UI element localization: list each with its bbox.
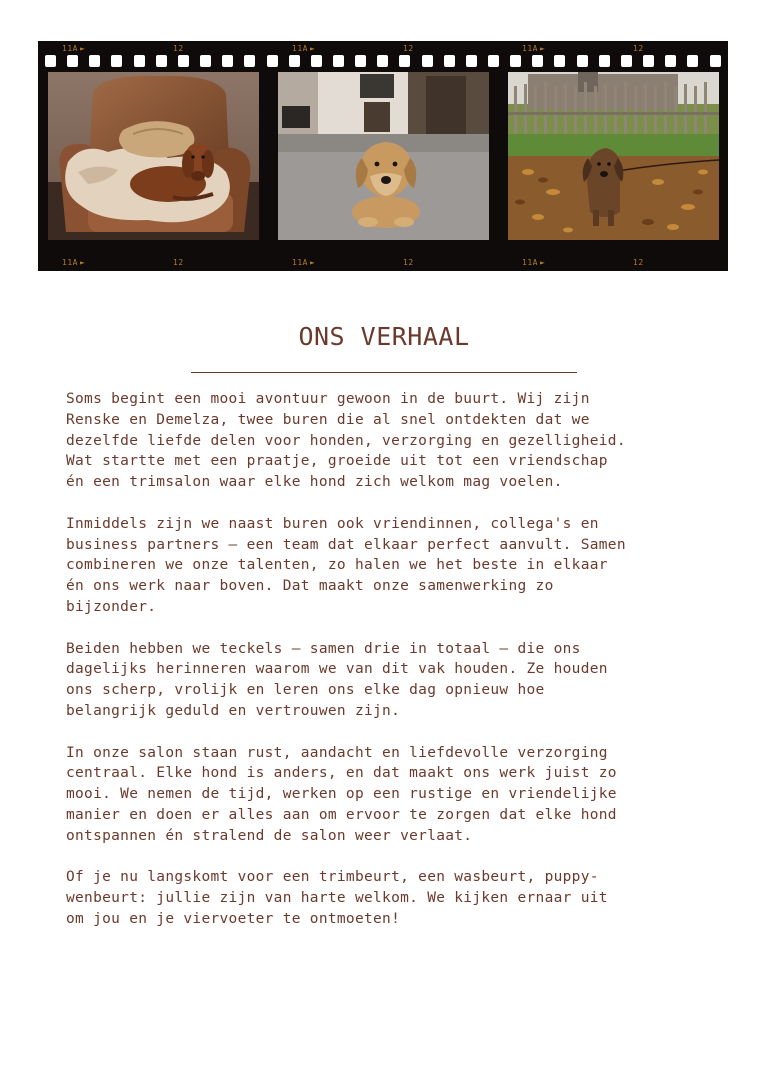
sprocket-hole	[134, 285, 145, 297]
frame-arrow-icon: ►	[80, 44, 86, 53]
sprocket-hole	[45, 285, 56, 297]
sprocket-hole	[665, 55, 676, 67]
sprocket-hole	[577, 285, 588, 297]
sprocket-hole	[134, 55, 145, 67]
frame-code: 11A	[522, 44, 538, 53]
sprocket-hole	[45, 55, 56, 67]
sprocket-hole	[510, 55, 521, 67]
sprocket-hole	[488, 55, 499, 67]
sprocket-hole	[621, 55, 632, 67]
sprocket-hole	[267, 285, 278, 297]
frame-arrow-icon: ►	[80, 258, 86, 267]
sprocket-hole	[289, 285, 300, 297]
story-paragraph: In onze salon staan rust, aandacht en liefdevolle verzorging centraal. Elke hond is anders, en dat maakt ons werk juist zo mooi. We nemen de tijd, werken op een rustige en vriendelijke manier en doen er alles aan om ervoor te zorgen dat elke hond ontspannen én stralend de salon weer verlaat.	[66, 744, 617, 844]
story-paragraph: Soms begint een mooi avontuur gewoon in de buurt. Wij zijn Renske en Demelza, twee buren die al snel ontdekten dat we dezelfde liefde delen voor honden, verzorging en gezelligheid. Wat startte met een praatje, groeide uit tot een vriendschap én een trimsalon waar elke hond zich welkom mag voelen.	[66, 391, 626, 491]
sprocket-hole	[200, 55, 211, 67]
sprocket-hole	[643, 55, 654, 67]
frame-arrow-icon: ►	[310, 258, 316, 267]
sprocket-hole	[333, 55, 344, 67]
story-paragraph: Beiden hebben we teckels – samen drie in totaal – die ons dagelijks herinneren waarom we van dit vak houden. Ze houden ons scherp, vrolijk en leren ons elke dag opnieuw hoe belangrijk geduld en vertrouwen zijn.	[66, 640, 608, 719]
sprocket-hole	[687, 285, 698, 297]
sprocket-hole	[532, 55, 543, 67]
frame-code: 12	[633, 258, 644, 267]
sprocket-hole	[89, 285, 100, 297]
sprocket-hole	[244, 55, 255, 67]
sprocket-hole	[156, 285, 167, 297]
sprocket-hole	[399, 285, 410, 297]
sprocket-hole	[444, 285, 455, 297]
sprocket-hole	[178, 55, 189, 67]
sprocket-hole	[289, 55, 300, 67]
sprocket-hole	[554, 285, 565, 297]
sprocket-hole	[710, 55, 721, 67]
frame-code: 12	[403, 258, 414, 267]
sprocket-hole	[178, 285, 189, 297]
sprocket-hole	[621, 285, 632, 297]
sprocket-hole	[377, 285, 388, 297]
sprocket-hole	[311, 285, 322, 297]
film-strip	[38, 41, 728, 271]
sprocket-hole	[111, 285, 122, 297]
sprocket-hole	[333, 285, 344, 297]
frame-code: 11A	[62, 44, 78, 53]
frame-code: 12	[403, 44, 414, 53]
frame-code: 12	[633, 44, 644, 53]
page-title: ONS VERHAAL	[298, 322, 470, 351]
sprocket-hole	[466, 55, 477, 67]
sprocket-hole	[422, 285, 433, 297]
sprocket-hole	[355, 55, 366, 67]
dog-on-autumn-leaves-photo	[508, 72, 719, 240]
story-paragraph: Of je nu langskomt voor een trimbeurt, een wasbeurt, puppy- wenbeurt: jullie zijn van harte welkom. We kijken ernaar uit om jou en je viervoeter te ontmoeten!	[66, 869, 608, 927]
sprocket-hole	[67, 285, 78, 297]
sprocket-hole	[67, 55, 78, 67]
story-body	[66, 389, 706, 951]
sprocket-hole	[554, 55, 565, 67]
sprocket-hole	[599, 285, 610, 297]
sprocket-hole	[532, 285, 543, 297]
sprocket-hole	[89, 55, 100, 67]
story-paragraph: Inmiddels zijn we naast buren ook vriendinnen, collega's en business partners – een team dat elkaar perfect aanvult. Samen combineren we onze talenten, zo halen we het beste in elkaar én ons werk naar boven. Dat maakt onze samenwerking zo bijzonder.	[66, 515, 626, 615]
sprocket-hole	[311, 55, 322, 67]
sprocket-hole	[577, 55, 588, 67]
frame-arrow-icon: ►	[310, 44, 316, 53]
sprocket-hole	[488, 285, 499, 297]
sprocket-holes-bottom	[38, 285, 728, 299]
sprocket-hole	[200, 285, 211, 297]
sprocket-hole	[222, 55, 233, 67]
frame-arrow-icon: ►	[540, 258, 546, 267]
frame-arrow-icon: ►	[540, 44, 546, 53]
sprocket-hole	[222, 285, 233, 297]
frame-code: 11A	[292, 258, 308, 267]
sprocket-hole	[267, 55, 278, 67]
frame-code: 12	[173, 44, 184, 53]
sprocket-hole	[466, 285, 477, 297]
dachshund-on-armchair-photo	[48, 72, 259, 240]
sprocket-hole	[687, 55, 698, 67]
sprocket-hole	[444, 55, 455, 67]
wirehaired-dachshund-on-floor-photo	[278, 72, 489, 240]
sprocket-holes-top	[38, 55, 728, 69]
frame-code: 12	[173, 258, 184, 267]
sprocket-hole	[111, 55, 122, 67]
sprocket-hole	[377, 55, 388, 67]
sprocket-hole	[643, 285, 654, 297]
title-divider	[191, 372, 577, 373]
frame-code: 11A	[292, 44, 308, 53]
frame-code: 11A	[62, 258, 78, 267]
frame-code: 11A	[522, 258, 538, 267]
sprocket-hole	[710, 285, 721, 297]
sprocket-hole	[244, 285, 255, 297]
sprocket-hole	[665, 285, 676, 297]
sprocket-hole	[422, 55, 433, 67]
sprocket-hole	[399, 55, 410, 67]
sprocket-hole	[510, 285, 521, 297]
sprocket-hole	[599, 55, 610, 67]
sprocket-hole	[355, 285, 366, 297]
sprocket-hole	[156, 55, 167, 67]
